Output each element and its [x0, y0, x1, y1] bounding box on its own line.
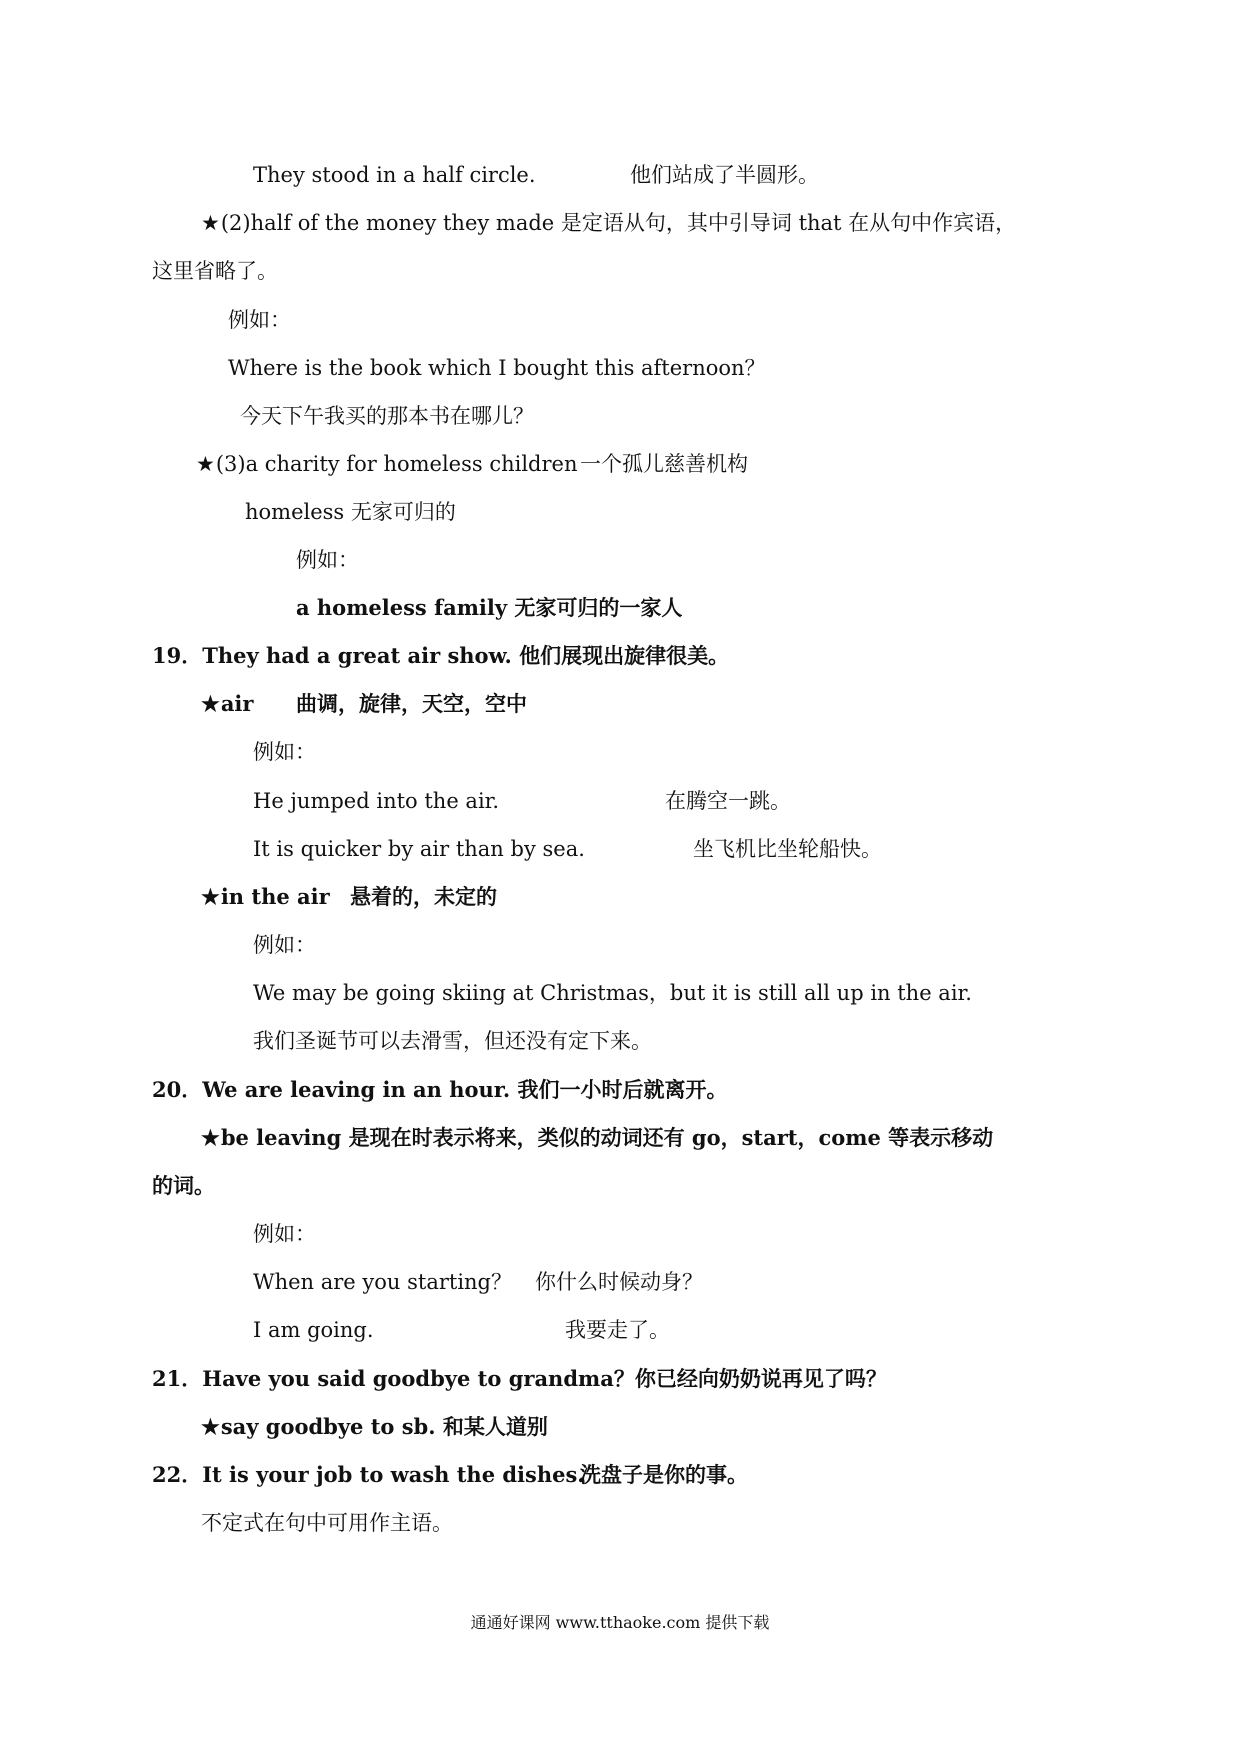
example-chinese: 你什么时候动身？	[535, 1270, 703, 1294]
note-term-wrap	[196, 449, 577, 479]
note-term-wrap	[201, 882, 330, 912]
example-chinese: 我们圣诞节可以去滑雪，但还没有定下来。	[253, 1029, 652, 1053]
note-meaning: 曲调，旋律，天空，空中	[296, 691, 527, 716]
sentence-chinese: 洗盘子是你的事。	[580, 1462, 748, 1487]
example-chinese: 我要走了。	[565, 1318, 670, 1342]
example-english: Where is the book which I bought this afternoon？	[228, 356, 766, 380]
example-chinese: 他们站成了半圆形。	[630, 163, 819, 187]
note-term-wrap	[201, 689, 253, 719]
example-english: It is quicker by air than by sea.	[253, 837, 585, 861]
star-icon: ★	[201, 691, 220, 716]
example-label: 例如：	[228, 308, 291, 332]
star-icon: ★	[201, 1125, 220, 1150]
star-icon: ★	[201, 211, 220, 235]
page-footer: 通通好课网 www.tthaoke.com 提供下载	[470, 1613, 770, 1632]
note-term: air	[220, 691, 254, 716]
example-english: When are you starting？	[253, 1270, 513, 1294]
example-chinese: 今天下午我买的那本书在哪儿？	[240, 404, 534, 428]
sentence-heading-19: 19．They had a great air show. 他们展现出旋律很美。	[152, 643, 730, 668]
vocab-line: homeless 无家可归的	[245, 500, 456, 524]
note-term: (3)a charity for homeless children	[215, 452, 578, 476]
note-text: (2)half of the money they made 是定语从句，其中引导词 that 在从句中作宾语，	[220, 211, 1017, 235]
sentence-heading-20: 20．We are leaving in an hour. 我们一小时后就离开。	[152, 1077, 728, 1102]
sentence-english: 22．It is your job to wash the dishes.	[152, 1462, 585, 1487]
note-continuation: 这里省略了。	[152, 259, 278, 283]
example-label: 例如：	[296, 548, 359, 572]
example-label: 例如：	[253, 740, 316, 764]
example-phrase: a homeless family 无家可归的一家人	[296, 595, 683, 620]
example-english: We may be going skiing at Christmas，but it is still all up in the air.	[253, 981, 972, 1005]
sentence-heading-21: 21．Have you said goodbye to grandma？你已经向奶奶说再见了吗？	[152, 1366, 887, 1391]
example-label: 例如：	[253, 1222, 316, 1246]
example-label: 例如：	[253, 933, 316, 957]
star-icon: ★	[201, 884, 220, 909]
note-line	[201, 1123, 993, 1153]
note-text: say goodbye to sb. 和某人道别	[220, 1414, 548, 1439]
star-icon: ★	[201, 1414, 220, 1439]
note-text: be leaving 是现在时表示将来，类似的动词还有 go，start，come 等表示移动	[220, 1125, 994, 1150]
note-meaning: 一个孤儿慈善机构	[580, 452, 748, 476]
note-line	[201, 208, 1016, 238]
example-english: They stood in a half circle.	[253, 163, 536, 187]
grammar-note: 不定式在句中可用作主语。	[201, 1511, 453, 1535]
note-line	[201, 1412, 548, 1442]
example-chinese: 坐飞机比坐轮船快。	[693, 837, 882, 861]
note-term: in the air	[220, 884, 330, 909]
example-chinese: 在腾空一跳。	[665, 789, 791, 813]
note-continuation: 的词。	[152, 1173, 215, 1198]
example-english: I am going.	[253, 1318, 374, 1342]
note-meaning: 悬着的，未定的	[350, 884, 497, 909]
example-english: He jumped into the air.	[253, 789, 500, 813]
star-icon: ★	[196, 452, 215, 476]
